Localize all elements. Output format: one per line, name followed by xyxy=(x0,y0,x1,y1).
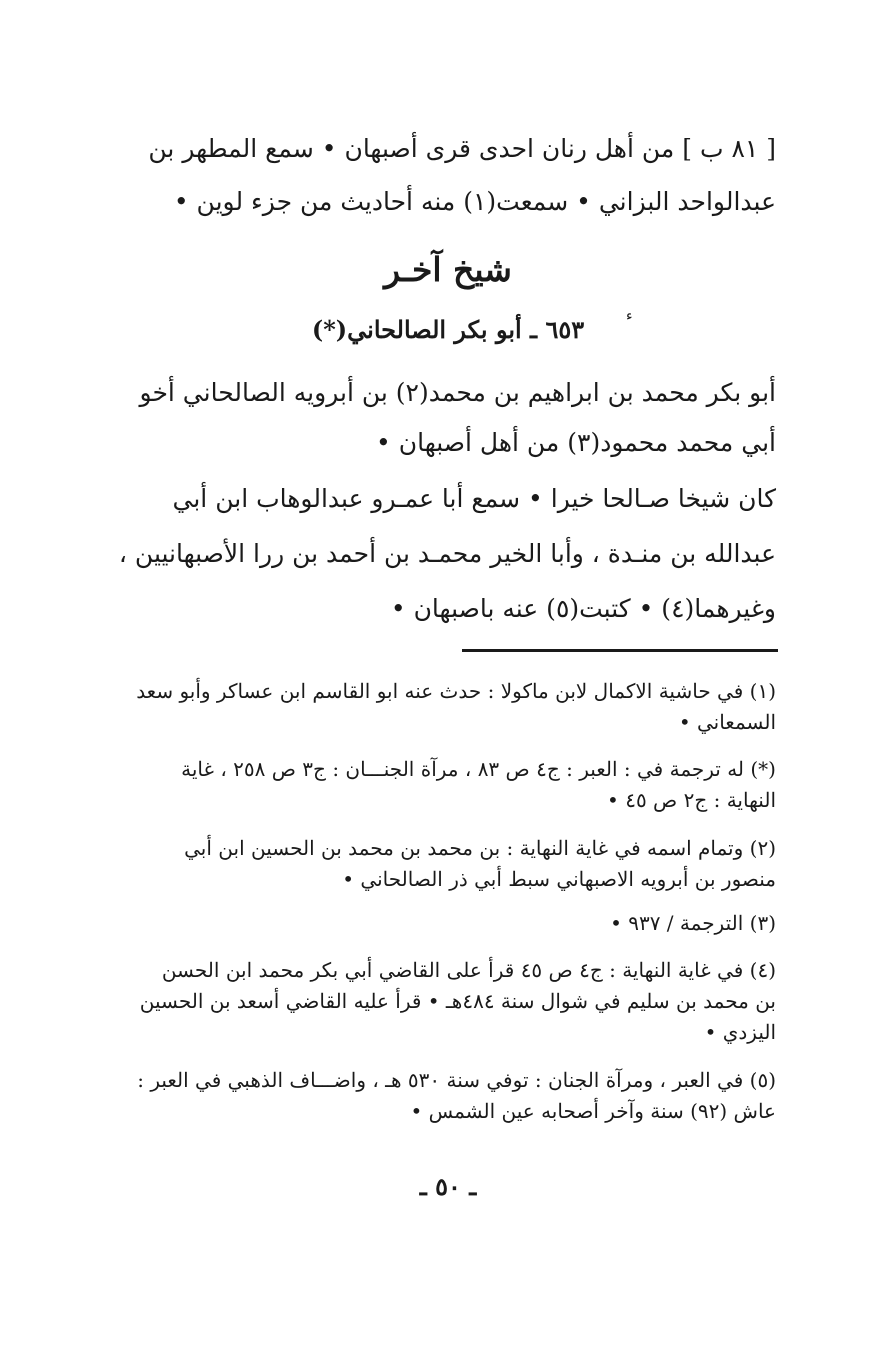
intro-line-2: عبدالواحد البزاني • سمعت(١) منه أحاديث من جزء لوين • xyxy=(173,187,776,216)
para2-line-3: وغيرهما(٤) • كتبت(٥) عنه باصبهان • xyxy=(390,594,776,623)
footnote-divider xyxy=(462,649,778,652)
entry-title: ٦٥٣ ـ أبو بكر الصالحاني(*) xyxy=(311,315,585,344)
section-heading: شيخ آخـر xyxy=(384,250,512,289)
footnote-5: (٥) في العبر ، ومرآة الجنان : توفي سنة ٥٣٠ هـ ، واضـــاف الذهبي في العبر : عاش (٩٢) سنة وآخر أصحابه عين الشمس • xyxy=(137,1068,776,1123)
footnote-3: (٣) الترجمة / ٩٣٧ • xyxy=(610,911,776,935)
para2-line-1: كان شيخا صـالحا خيرا • سمع أبا عمـرو عبدالوهاب ابن أبي xyxy=(172,484,776,513)
para1-line-2: أبي محمد محمود(٣) من أهل أصبهان • xyxy=(376,428,776,457)
footnote-4: (٤) في غاية النهاية : ج٤ ص ٤٥ قرأ على القاضي أبي بكر محمد ابن الحسن بن محمد بن سليم في شوال سنة ٤٨٤هـ • قرأ عليه القاضي أسعد بن الحسين اليزدي • xyxy=(139,958,776,1044)
footnote-star: (*) له ترجمة في : العبر : ج٤ ص ٨٣ ، مرآة الجنـــان : ج٣ ص ٢٥٨ ، غاية النهاية : ج٢ ص ٤٥ • xyxy=(181,757,776,812)
footnote-1: (١) في حاشية الاكمال لابن ماكولا : حدث عنه ابو القاسم ابن عساكر وأبو سعد السمعاني • xyxy=(136,679,776,734)
para2-line-2: عبدالله بن منـدة ، وأبا الخير محمـد بن أحمد بن ررا الأصبهانيين ، xyxy=(118,539,776,568)
para1-line-1: أبو بكر محمد بن ابراهيم بن محمد(٢) بن أبرويه الصالحاني أخو xyxy=(139,378,776,407)
tick-mark: ء xyxy=(626,308,633,324)
page-number: ـ ٥٠ ـ xyxy=(419,1172,477,1201)
footnote-2: (٢) وتمام اسمه في غاية النهاية : بن محمد بن محمد بن الحسين ابن أبي منصور بن أبرويه الاصبهاني سبط أبي ذر الصالحاني • xyxy=(184,836,776,891)
intro-line-1: [ ٨١ ب ] من أهل رنان احدى قرى أصبهان • سمع المطهر بن xyxy=(148,134,776,163)
